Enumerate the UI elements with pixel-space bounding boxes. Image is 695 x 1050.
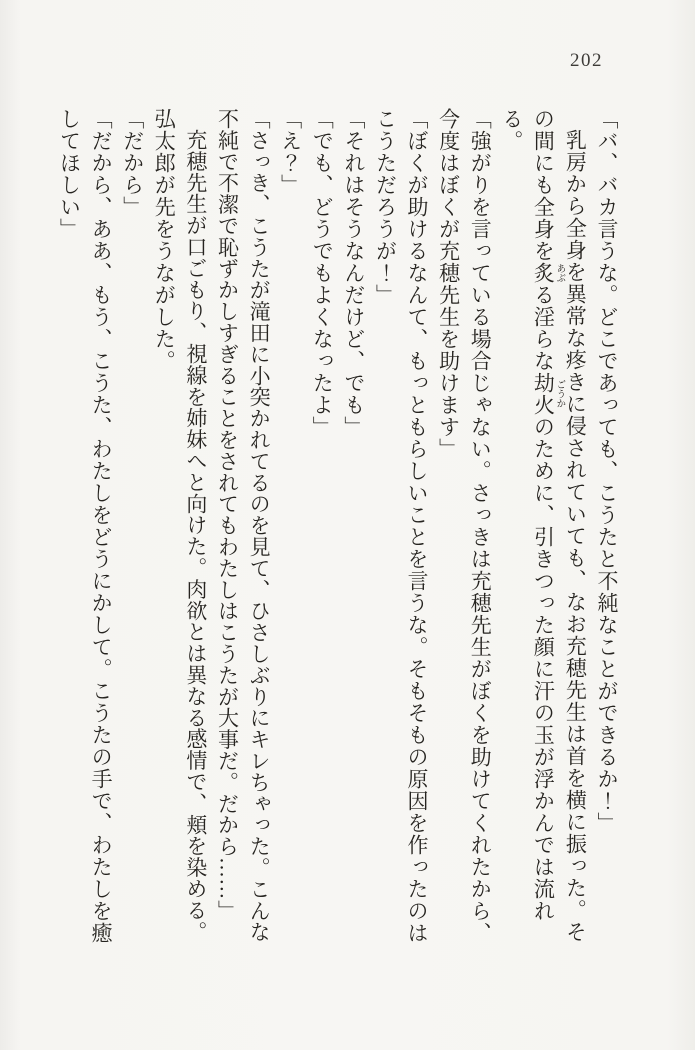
furigana: ごうか xyxy=(554,372,565,416)
ruby-base: 劫火 ごうか xyxy=(531,372,565,416)
paragraph: 「だから」 xyxy=(120,108,145,218)
paragraph: 弘太郎が先をうながした。 xyxy=(152,108,177,372)
paragraph: 「でも、どうでもよくなったよ」 xyxy=(310,108,335,438)
paragraph: 充穂先生が口ごもり、視線を姉妹へと向けた。肉欲とは異なる感情で、頬を染める。 xyxy=(183,129,208,943)
paragraph: 「バ、バカ言うな。どこであっても、こうたと不純なことができるか！」 xyxy=(595,108,619,834)
paragraph: 「強がりを言っている場合じゃない。さっきは充穂先生がぼくを助けてくれたから、今度はぼくが充穂先生を助けます」 xyxy=(436,108,493,944)
page-number: 202 xyxy=(570,50,603,71)
paragraph: 「さっき、こうたが滝田に小突かれてるのを見て、ひさしぶりにキレちゃった。こんな不純で不潔で恥ずかしすぎることをされてもわたしはこうたが大事だ。だから……」 xyxy=(215,108,272,943)
paragraph: 「え？」 xyxy=(278,108,303,196)
paragraph: 「だから、ああ、もう、こうた、わたしをどうにかして。こうたの手で、わたしを癒してほしい」 xyxy=(57,108,114,944)
paragraph: 「それはそうなんだけど、でも」 xyxy=(341,108,366,438)
paragraph: 乳房から全身を異常な疼きに侵されていても、なお充穂先生は首を横に振った。その間にも全身を炙 あぶる淫らな劫火 ごうかのために、引きつった顔に汗の玉が浮かんでは流れる。 xyxy=(499,108,588,943)
text-area xyxy=(53,108,622,960)
ruby-base: 炙 あぶ xyxy=(531,262,565,284)
furigana: あぶ xyxy=(554,262,565,284)
paragraph: 「ぼくが助けるなんて、もっともらしいことを言うな。そもそもの原因を作ったのはこうただろうが！」 xyxy=(373,108,430,944)
